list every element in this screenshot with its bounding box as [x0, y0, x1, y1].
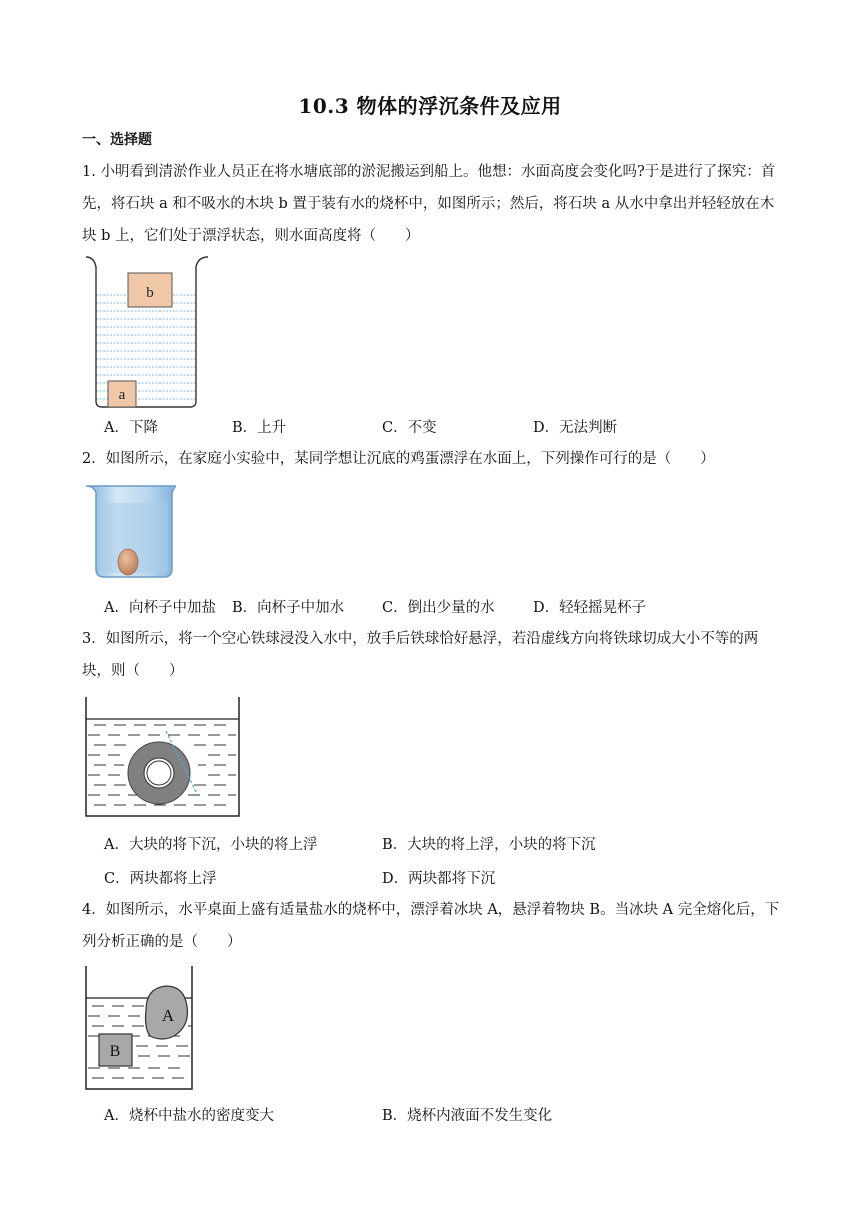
- question-2-text: 2．如图所示，在家庭小实验中，某同学想让沉底的鸡蛋漂浮在水面上，下列操作可行的是（ ）: [82, 451, 715, 467]
- question-4-text: 4．如图所示，水平桌面上盛有适量盐水的烧杯中，漂浮着冰块 A，悬浮着物块 B。当冰块 A 完全熔化后，下列分析正确的是（ ）: [82, 902, 780, 950]
- q2-option-d: D．轻轻摇晃杯子: [533, 600, 647, 616]
- q3-option-c: C．两块都将上浮: [104, 871, 217, 887]
- q1-option-a: A．下降: [104, 420, 158, 436]
- q1-option-b: B．上升: [232, 420, 287, 436]
- q4-option-b: B．烧杯内液面不发生变化: [382, 1108, 553, 1124]
- egg: [118, 549, 138, 575]
- label-block-b: B: [109, 1043, 121, 1060]
- question-3-figure: [84, 695, 242, 819]
- q2-option-a: A．向杯子中加盐: [104, 600, 216, 616]
- q4-option-a: A．烧杯中盐水的密度变大: [104, 1108, 274, 1124]
- question-4-figure: [84, 964, 196, 1092]
- question-2-figure: [84, 483, 176, 581]
- question-3-text: 3．如图所示，将一个空心铁球浸没入水中，放手后铁球恰好悬浮，若沿虚线方向将铁球切成大小不等的两块，则（ ）: [82, 631, 759, 679]
- label-b: b: [146, 285, 154, 301]
- q3-option-d: D．两块都将下沉: [382, 871, 496, 887]
- q3-option-a: A．大块的将下沉，小块的将上浮: [104, 837, 318, 853]
- label-ice-a: A: [161, 1006, 175, 1025]
- q1-option-c: C．不变: [382, 420, 437, 436]
- q1-option-d: D．无法判断: [533, 420, 618, 436]
- q2-option-b: B．向杯子中加水: [232, 600, 345, 616]
- q3-option-b: B．大块的将上浮，小块的将下沉: [382, 837, 596, 853]
- section-heading: 一、选择题: [82, 132, 152, 148]
- q2-option-c: C．倒出少量的水: [382, 600, 495, 616]
- page-title: 10.3 物体的浮沉条件及应用: [298, 94, 562, 118]
- question-1-text: 1. 小明看到清淤作业人员正在将水塘底部的淤泥搬运到船上。他想：水面高度会变化吗?于是进行了探究：首先，将石块 a 和不吸水的木块 b 置于装有水的烧杯中，如图所示；然后，将石块 a 从水中拿出并轻轻放在木块 b 上，它们处于漂浮状态，则水面高度将（ ）: [82, 164, 776, 244]
- question-1-figure: [82, 253, 212, 410]
- label-a: a: [118, 387, 126, 403]
